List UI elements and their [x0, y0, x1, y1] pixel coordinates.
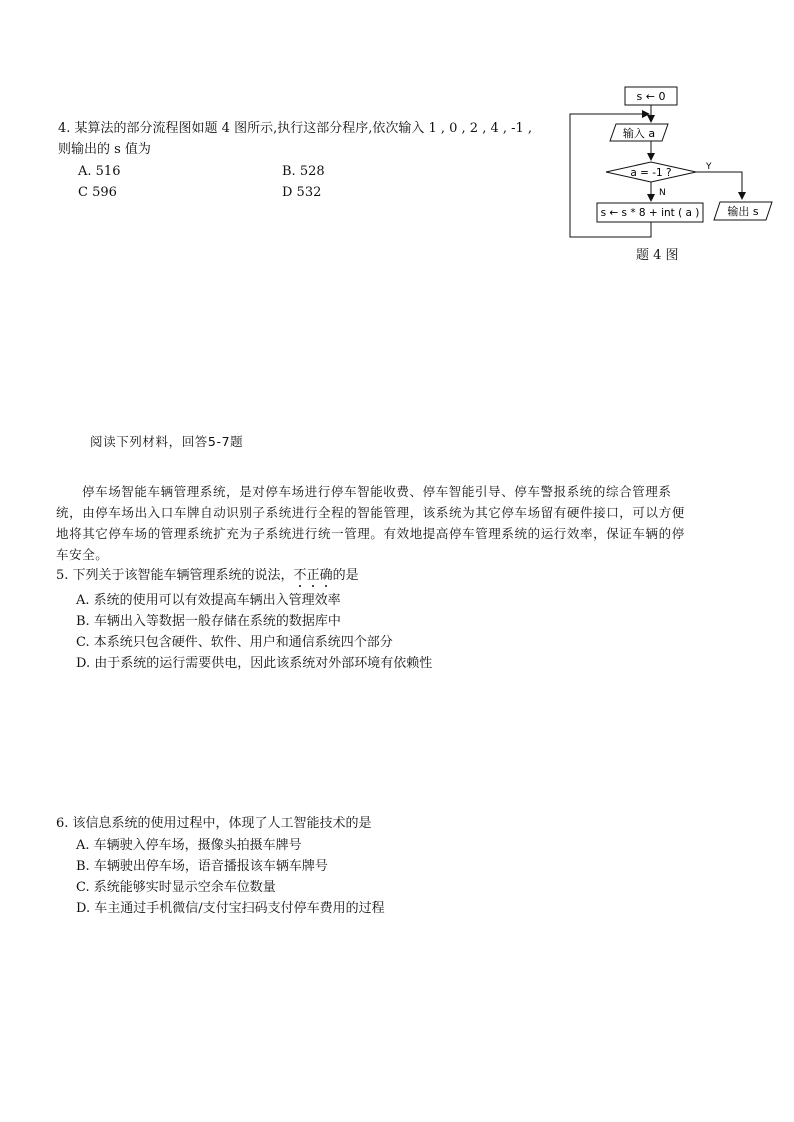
figure-caption: 题 4 图	[636, 248, 679, 263]
flowchart-input-label: 输入 a	[622, 127, 656, 140]
flowchart-output-label: 输出 s	[727, 205, 759, 218]
q5-stem	[56, 567, 359, 585]
q5-option-a: A. 系统的使用可以有效提高车辆出入管理效率	[76, 593, 341, 608]
q5-stem-emphasis-3: 确	[319, 568, 333, 583]
q5-stem-emphasis-2: 正	[306, 568, 320, 583]
q5-option-b: B. 车辆出入等数据一般存储在系统的数据库中	[76, 614, 341, 629]
flowchart	[560, 82, 775, 242]
q6-option-c: C. 系统能够实时显示空余车位数量	[76, 880, 276, 895]
passage-line-2: 统，由停车场出入口车牌自动识别子系统进行全程的智能管理，该系统为其它停车场留有硬件接口，可以方便	[56, 505, 685, 520]
q6-stem: 6. 该信息系统的使用过程中，体现了人工智能技术的是	[56, 816, 372, 831]
passage-line-3: 地将其它停车场的管理系统扩充为子系统进行统一管理。有效地提高停车管理系统的运行效率，保证车辆的停	[56, 526, 685, 541]
q4-option-c: C 596	[78, 185, 117, 200]
q6-option-a: A. 车辆驶入停车场，摄像头拍摄车牌号	[76, 838, 302, 853]
q6-option-d: D. 车主通过手机微信/支付宝扫码支付停车费用的过程	[76, 901, 385, 916]
flowchart-yes-label: Y	[706, 162, 712, 172]
q4-option-b: B. 528	[282, 164, 325, 179]
q5-option-c: C. 本系统只包含硬件、软件、用户和通信系统四个部分	[76, 635, 393, 650]
passage-intro: 阅读下列材料，回答5-7题	[90, 434, 244, 449]
q5-stem-suffix: 的是	[332, 568, 359, 583]
q5-stem-emphasis-1: 不	[293, 568, 307, 583]
passage-line-4: 车安全。	[56, 547, 109, 562]
q4-stem-line2: 则输出的 s 值为	[58, 142, 151, 157]
q5-option-d: D. 由于系统的运行需要供电，因此该系统对外部环境有依赖性	[76, 656, 433, 671]
passage-line-1: 停车场智能车辆管理系统，是对停车场进行停车智能收费、停车智能引导、停车警报系统的综合管理系	[82, 484, 672, 499]
flowchart-init-label: s ← 0	[636, 90, 666, 103]
q5-stem-prefix: 5. 下列关于该智能车辆管理系统的说法，	[56, 568, 294, 583]
q4-option-d: D 532	[282, 185, 322, 200]
flowchart-process-label: s ← s * 8 + int ( a )	[600, 207, 700, 219]
q4-option-a: A. 516	[78, 164, 121, 179]
q6-option-b: B. 车辆驶出停车场，语音播报该车辆车牌号	[76, 859, 328, 874]
flowchart-no-label: N	[659, 188, 666, 198]
q4-stem-line1: 4. 某算法的部分流程图如题 4 图所示,执行这部分程序,依次输入 1 , 0 , 2 , 4 , -1 ,	[58, 121, 533, 136]
flowchart-decision-label: a = -1 ?	[630, 167, 672, 179]
